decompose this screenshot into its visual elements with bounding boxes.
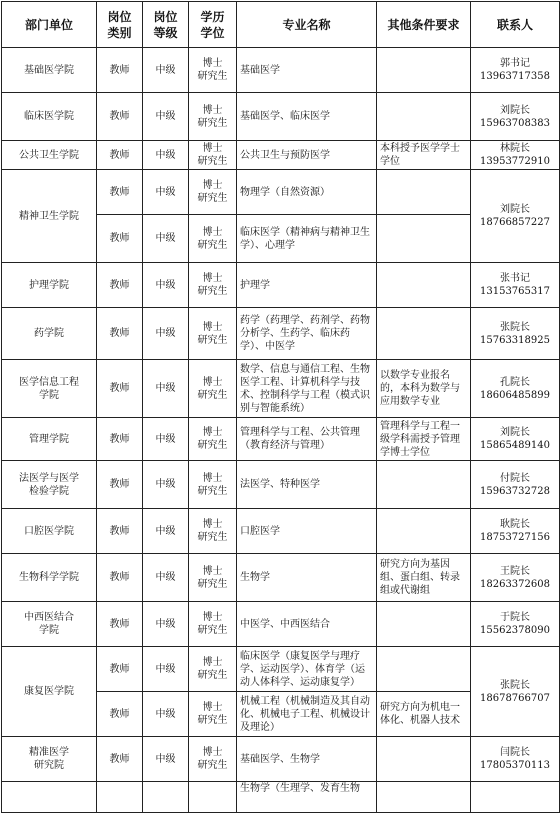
post-level-cell: 中级 [143,418,189,461]
major-cell: 中医学、中西医结合 [237,602,377,647]
major-cell: 法医学、特种医学 [237,461,377,509]
education-cell: 博士 研究生 [189,737,237,782]
education-cell: 博士 研究生 [189,141,237,170]
post-type-cell [97,782,143,813]
table-row [2,554,560,602]
post-type-cell: 教师 [97,141,143,170]
table-row [2,360,560,418]
post-level-cell: 中级 [143,263,189,308]
table-row [2,263,560,308]
post-type-cell: 教师 [97,692,143,737]
header-post-level: 岗位 等级 [143,2,189,48]
dept-cell: 法医学与医学 检验学院 [2,461,97,509]
other-cell [377,170,471,215]
dept-cell: 管理学院 [2,418,97,461]
dept-cell: 中西医结合 学院 [2,602,97,647]
post-level-cell: 中级 [143,647,189,692]
contact-cell: 张书记 13153765317 [471,263,560,308]
education-cell: 博士 研究生 [189,418,237,461]
education-cell: 博士 研究生 [189,360,237,418]
contact-cell [471,782,560,813]
major-cell: 药学（药理学、药剂学、药物分析学、生药学、临床药学）、中医学 [237,308,377,360]
education-cell: 博士 研究生 [189,215,237,263]
other-cell [377,308,471,360]
dept-cell [2,782,97,813]
education-cell: 博士 研究生 [189,263,237,308]
post-type-cell: 教师 [97,647,143,692]
table-row [2,737,560,782]
education-cell [189,782,237,813]
dept-cell: 康复医学院 [2,647,97,737]
major-cell: 临床医学（康复医学与理疗学、运动医学）、体育学（运动人体科学、运动康复学） [237,647,377,692]
post-type-cell: 教师 [97,737,143,782]
dept-cell: 公共卫生学院 [2,141,97,170]
post-level-cell: 中级 [143,93,189,141]
major-cell: 基础医学、临床医学 [237,93,377,141]
other-cell: 研究方向为机电一体化、机器人技术 [377,692,471,737]
header-dept: 部门单位 [2,2,97,48]
header-other: 其他条件要求 [377,2,471,48]
dept-cell: 精准医学 研究院 [2,737,97,782]
dept-cell: 生物科学学院 [2,554,97,602]
post-type-cell: 教师 [97,308,143,360]
major-cell: 物理学（自然资源） [237,170,377,215]
education-cell: 博士 研究生 [189,509,237,554]
contact-cell: 付院长 15963732728 [471,461,560,509]
other-cell: 管理科学与工程一级学科需授予管理学博士学位 [377,418,471,461]
other-cell: 以数学专业报名的，本科为数学与应用数学专业 [377,360,471,418]
header-contact: 联系人 [471,2,560,48]
contact-cell: 孔院长 18606485899 [471,360,560,418]
other-cell [377,461,471,509]
major-cell: 管理科学与工程、公共管理（教育经济与管理） [237,418,377,461]
table-row [2,461,560,509]
post-level-cell [143,782,189,813]
dept-cell: 口腔医学院 [2,509,97,554]
post-level-cell: 中级 [143,737,189,782]
post-type-cell: 教师 [97,93,143,141]
other-cell [377,48,471,93]
contact-cell: 林院长 13953772910 [471,141,560,170]
table-row [2,308,560,360]
header-education: 学历 学位 [189,2,237,48]
education-cell: 博士 研究生 [189,647,237,692]
table-row-cutoff [2,782,560,813]
post-type-cell: 教师 [97,418,143,461]
post-type-cell: 教师 [97,215,143,263]
other-cell [377,782,471,813]
education-cell: 博士 研究生 [189,48,237,93]
major-cell: 基础医学 [237,48,377,93]
contact-cell: 闫院长 17805370113 [471,737,560,782]
table-row [2,509,560,554]
contact-cell: 于院长 15562378090 [471,602,560,647]
table-row [2,141,560,170]
education-cell: 博士 研究生 [189,602,237,647]
dept-cell: 精神卫生学院 [2,170,97,263]
post-level-cell: 中级 [143,170,189,215]
other-cell [377,647,471,692]
table-row [2,418,560,461]
major-cell: 护理学 [237,263,377,308]
education-cell: 博士 研究生 [189,692,237,737]
other-cell [377,602,471,647]
education-cell: 博士 研究生 [189,308,237,360]
post-type-cell: 教师 [97,170,143,215]
post-level-cell: 中级 [143,692,189,737]
other-cell [377,215,471,263]
dept-cell: 护理学院 [2,263,97,308]
post-level-cell: 中级 [143,141,189,170]
recruitment-table [1,1,560,813]
contact-cell: 王院长 18263372608 [471,554,560,602]
table-row [2,647,560,692]
education-cell: 博士 研究生 [189,170,237,215]
post-type-cell: 教师 [97,509,143,554]
post-level-cell: 中级 [143,215,189,263]
major-cell: 数学、信息与通信工程、生物医学工程、计算机科学与技术、控制科学与工程（模式识别与智能系统） [237,360,377,418]
dept-cell: 基础医学院 [2,48,97,93]
major-cell: 生物学（生理学、发育生物 [237,782,377,813]
post-type-cell: 教师 [97,461,143,509]
post-level-cell: 中级 [143,554,189,602]
major-cell: 口腔医学 [237,509,377,554]
other-cell [377,737,471,782]
other-cell [377,263,471,308]
contact-cell: 张院长 15763318925 [471,308,560,360]
contact-cell: 刘院长 15865489140 [471,418,560,461]
other-cell [377,93,471,141]
header-post-type: 岗位 类别 [97,2,143,48]
post-type-cell: 教师 [97,554,143,602]
education-cell: 博士 研究生 [189,554,237,602]
post-level-cell: 中级 [143,461,189,509]
table-row [2,602,560,647]
post-level-cell: 中级 [143,48,189,93]
contact-cell: 刘院长 15963708383 [471,93,560,141]
dept-cell: 医学信息工程 学院 [2,360,97,418]
header-row [2,2,560,48]
contact-cell: 郭书记 13963717358 [471,48,560,93]
major-cell: 生物学 [237,554,377,602]
major-cell: 基础医学、生物学 [237,737,377,782]
contact-cell: 刘院长 18766857227 [471,170,560,263]
major-cell: 公共卫生与预防医学 [237,141,377,170]
other-cell: 研究方向为基因组、蛋白组、转录组或代谢组 [377,554,471,602]
contact-cell: 张院长 18678766707 [471,647,560,737]
other-cell [377,509,471,554]
education-cell: 博士 研究生 [189,93,237,141]
post-type-cell: 教师 [97,602,143,647]
other-cell: 本科授予医学学士学位 [377,141,471,170]
post-level-cell: 中级 [143,509,189,554]
major-cell: 临床医学（精神病与精神卫生学）、心理学 [237,215,377,263]
post-type-cell: 教师 [97,263,143,308]
header-major: 专业名称 [237,2,377,48]
post-level-cell: 中级 [143,602,189,647]
table-row [2,170,560,215]
post-type-cell: 教师 [97,360,143,418]
post-type-cell: 教师 [97,48,143,93]
table-row [2,48,560,93]
education-cell: 博士 研究生 [189,461,237,509]
post-level-cell: 中级 [143,360,189,418]
contact-cell: 耿院长 18753727156 [471,509,560,554]
major-cell: 机械工程（机械制造及其自动化、机械电子工程、机械设计及理论） [237,692,377,737]
dept-cell: 临床医学院 [2,93,97,141]
dept-cell: 药学院 [2,308,97,360]
post-level-cell: 中级 [143,308,189,360]
table-row [2,93,560,141]
